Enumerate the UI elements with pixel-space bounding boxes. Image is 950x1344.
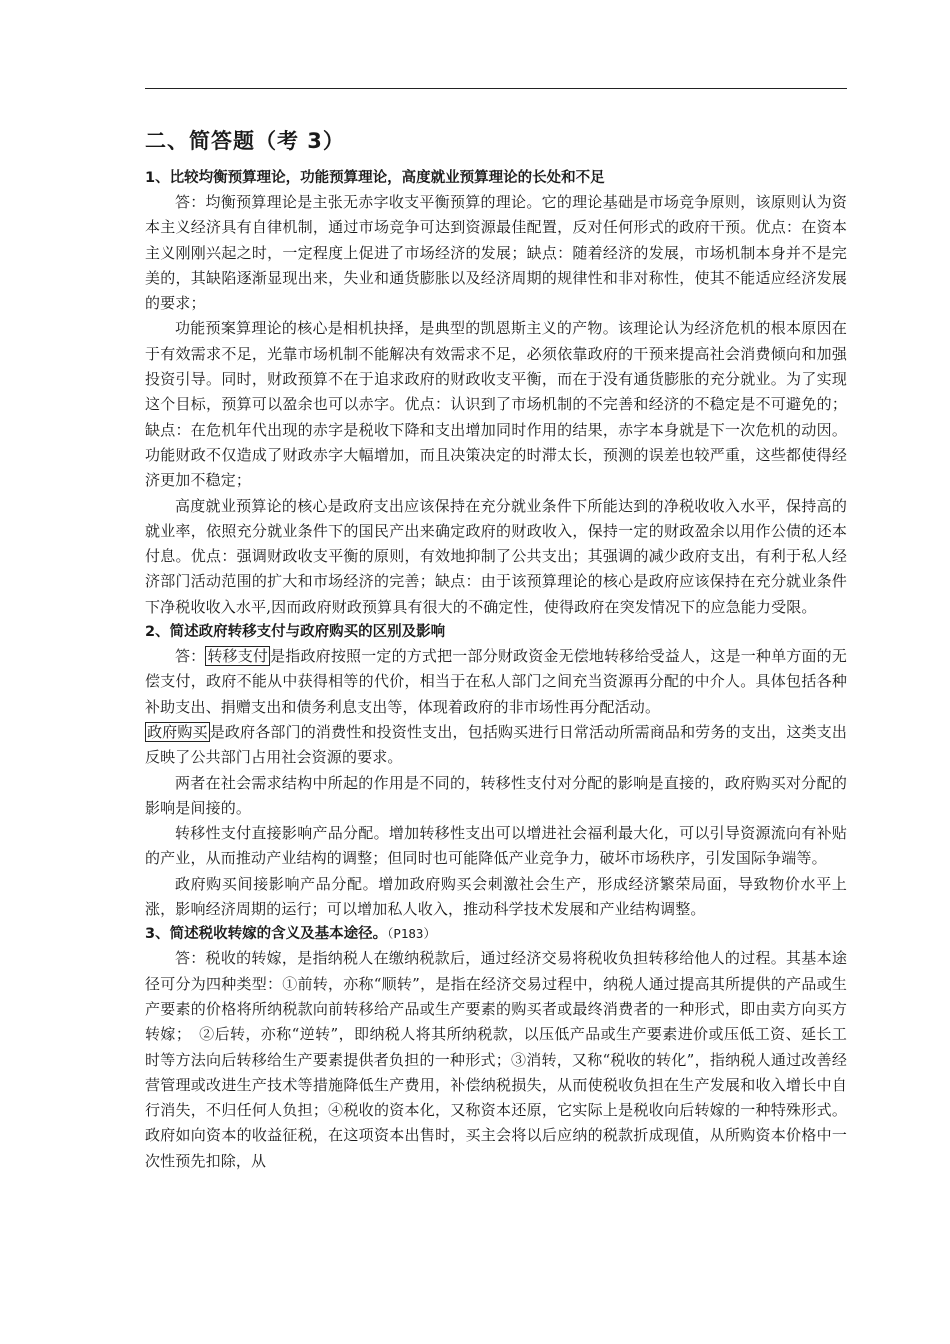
section-title: 二、简答题（考 3）: [145, 129, 345, 153]
q2-paragraph-1b-text: 是政府各部门的消费性和投资性支出，包括购买进行日常活动所需商品和劳务的支出，这类支出反映了公共部门占用社会资源的要求。: [145, 722, 847, 767]
document-page: [145, 126, 847, 1174]
question-3-heading-text: 3、简述税收转嫁的含义及基本途径。: [145, 926, 388, 943]
q3-paragraph-1: 答：税收的转嫁，是指纳税人在缴纳税款后，通过经济交易将税收负担转移给他人的过程。其基本途径可分为四种类型：①前转，亦称“顺转”，是指在经济交易过程中，纳税人通过提高其所提供的产品或生产要素的价格将所纳税款向前转移给产品或生产要素的购买者或最终消费者的一种形式，即由卖方向买方转嫁； ②后转，亦称“逆转”，即纳税人将其所纳税款，以压低产品或生产要素进价或压低工资、延长工时等方法向后转移给生产要素提供者负担的一种形式；③消转，又称“税收的转化”，指纳税人通过改善经营管理或改进生产技术等措施降低生产费用，补偿纳税损失，从而使税收负担在生产发展和收入增长中自行消失，不归任何人负担；④税收的资本化，又称资本还原，它实际上是税收向后转嫁的一种特殊形式。政府如向资本的收益征税，在这项资本出售时，买主会将以后应纳的税款折成现值，从所购资本价格中一次性预先扣除，从: [145, 949, 847, 1170]
q1-paragraph-3: 高度就业预算论的核心是政府支出应该保持在充分就业条件下所能达到的净税收收入水平，保持高的就业率，依照充分就业条件下的国民产出来确定政府的财政收入，保持一定的财政盈余以用作公债的还本付息。优点：强调财政收支平衡的原则，有效地抑制了公共支出；其强调的减少政府支出，有利于私人经济部门活动范围的扩大和市场经济的完善；缺点：由于该预算理论的核心是政府应该保持在充分就业条件下净税收收入水平,因而政府财政预算具有很大的不确定性，使得政府在突发情况下的应急能力受限。: [145, 496, 847, 616]
question-3-heading: [145, 922, 847, 946]
question-2-heading: 2、简述政府转移支付与政府购买的区别及影响: [145, 624, 446, 641]
header-rule: [145, 88, 847, 89]
page-reference: （P183）: [387, 926, 436, 942]
q2-paragraph-1-text: 是指政府按照一定的方式把一部分财政资金无偿地转移给受益人，这是一种单方面的无偿支付，政府不能从中获得相等的代价，相当于在私人部门之间充当资源再分配的中介人。具体包括各种补助支出、捐赠支出和债务利息支出等，体现着政府的非市场性再分配活动。: [145, 647, 847, 716]
q2-paragraph-2: 两者在社会需求结构中所起的作用是不同的，转移性支付对分配的影响是直接的，政府购买对分配的影响是间接的。: [145, 773, 847, 817]
term-government-purchase: 政府购买: [147, 722, 208, 741]
q2-paragraph-4: 政府购买间接影响产品分配。增加政府购买会刺激社会生产，形成经济繁荣局面，导致物价水平上涨，影响经济周期的运行；可以增加私人收入，推动科学技术发展和产业结构调整。: [145, 874, 847, 919]
q1-paragraph-2: 功能预案算理论的核心是相机抉择，是典型的凯恩斯主义的产物。该理论认为经济危机的根本原因在于有效需求不足，光靠市场机制不能解决有效需求不足，必须依靠政府的干预来提高社会消费倾向和加强投资引导。同时，财政预算不在于追求政府的财政收支平衡，而在于没有通货膨胀的充分就业。为了实现这个目标，预算可以盈余也可以赤字。优点：认识到了市场机制的不完善和经济的不稳定是不可避免的；缺点：在危机年代出现的赤字是税收下降和支出增加同时作用的结果，赤字本身就是下一次危机的动因。功能财政不仅造成了财政赤字大幅增加，而且决策决定的时滞太长，预测的误差也较严重，这些都使得经济更加不稳定；: [145, 319, 847, 490]
q2-paragraph-1: [145, 644, 847, 770]
answer-prefix: 答：: [175, 647, 206, 666]
term-transfer-payment: 转移支付: [207, 647, 269, 666]
question-1-heading: 1、比较均衡预算理论，功能预算理论，高度就业预算理论的长处和不足: [145, 170, 605, 186]
q1-paragraph-1: 答：均衡预算理论是主张无赤字收支平衡预算的理论。它的理论基础是市场竞争原则，该原则认为资本主义经济具有自律机制，通过市场竞争可达到资源最佳配置，反对任何形式的政府干预。优点：在资本主义刚刚兴起之时，一定程度上促进了市场经济的发展；缺点：随着经济的发展，市场机制本身并不是完美的，其缺陷逐渐显现出来，失业和通货膨胀以及经济周期的规律性和非对称性，使其不能适应经济发展的要求；: [145, 193, 847, 313]
q2-paragraph-3: 转移性支付直接影响产品分配。增加转移性支出可以增进社会福利最大化，可以引导资源流向有补贴的产业，从而推动产业结构的调整；但同时也可能降低产业竞争力，破坏市场秩序，引发国际争端等。: [145, 824, 847, 868]
